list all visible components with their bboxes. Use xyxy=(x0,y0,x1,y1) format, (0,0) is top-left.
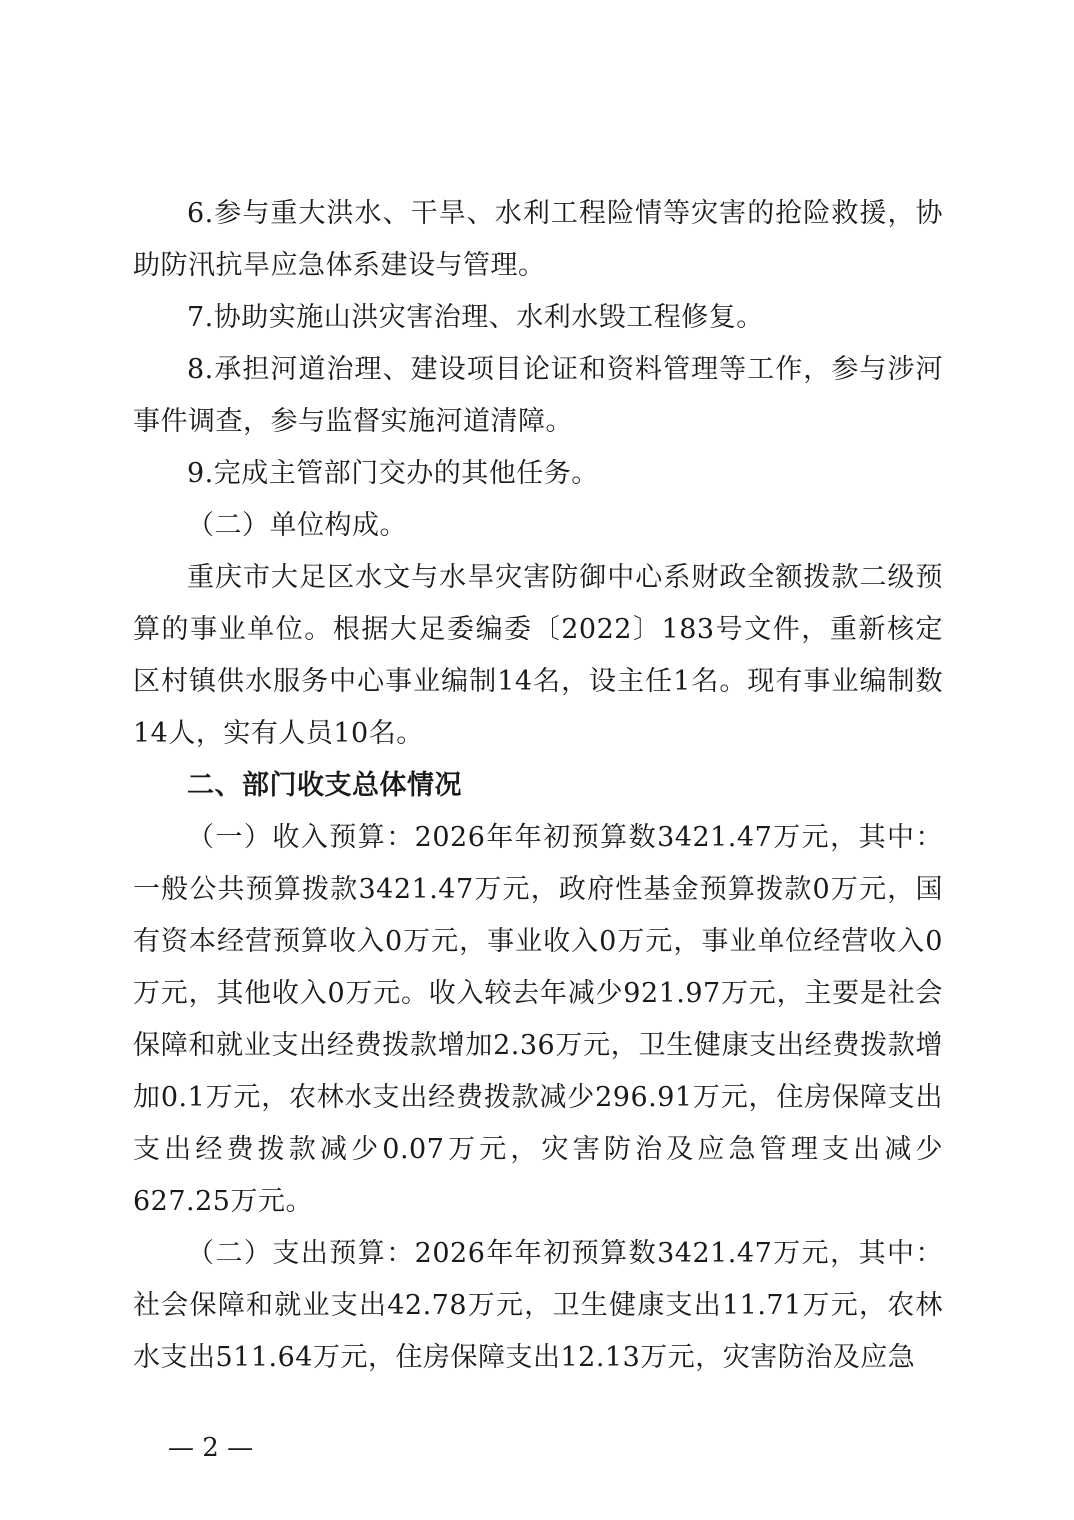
paragraph-item-9: 9.完成主管部门交办的其他任务。 xyxy=(187,458,599,489)
paragraph-income-budget xyxy=(133,812,943,1228)
paragraph-expense-budget xyxy=(133,1228,943,1384)
expense-budget-label: （二）支出预算： xyxy=(187,1238,415,1269)
paragraph-item-7: 7.协助实施山洪灾害治理、水利水毁工程修复。 xyxy=(187,302,764,333)
income-budget-text: 2026年年初预算数3421.47万元，其中：一般公共预算拨款3421.47万元，政府性基金预算拨款0万元，国有资本经营预算收入0万元，事业收入0万元，事业单位经营收入0万元，其他收入0万元。收入较去年减少921.97万元，主要是社会保障和就业支出经费拨款增加2.36万元，卫生健康支出经费拨款增加0.1万元，农林水支出经费拨款减少296.91万元，住房保障支出支出经费拨款减少0.07万元，灾害防治及应急管理支出减少627.25万元。 xyxy=(133,822,943,1217)
subsection-unit-composition: （二）单位构成。 xyxy=(187,510,407,541)
paragraph-item-6: 6.参与重大洪水、干旱、水利工程险情等灾害的抢险救援，协助防汛抗旱应急体系建设与管理。 xyxy=(133,198,943,281)
section-heading: 二、部门收支总体情况 xyxy=(187,770,462,801)
expense-budget-text: 2026年年初预算数3421.47万元，其中：社会保障和就业支出42.78万元，卫生健康支出11.71万元，农林水支出511.64万元，住房保障支出12.13万元，灾害防治及应急 xyxy=(133,1238,943,1373)
paragraph-unit-description: 重庆市大足区水文与水旱灾害防御中心系财政全额拨款二级预算的事业单位。根据大足委编委〔2022〕183号文件，重新核定区村镇供水服务中心事业编制14名，设主任1名。现有事业编制数14人，实有人员10名。 xyxy=(133,562,943,749)
document-body xyxy=(133,188,943,1384)
paragraph-item-8: 8.承担河道治理、建设项目论证和资料管理等工作，参与涉河事件调查，参与监督实施河道清障。 xyxy=(133,354,943,437)
income-budget-label: （一）收入预算： xyxy=(187,822,415,853)
page-number: — 2 — xyxy=(168,1433,254,1463)
